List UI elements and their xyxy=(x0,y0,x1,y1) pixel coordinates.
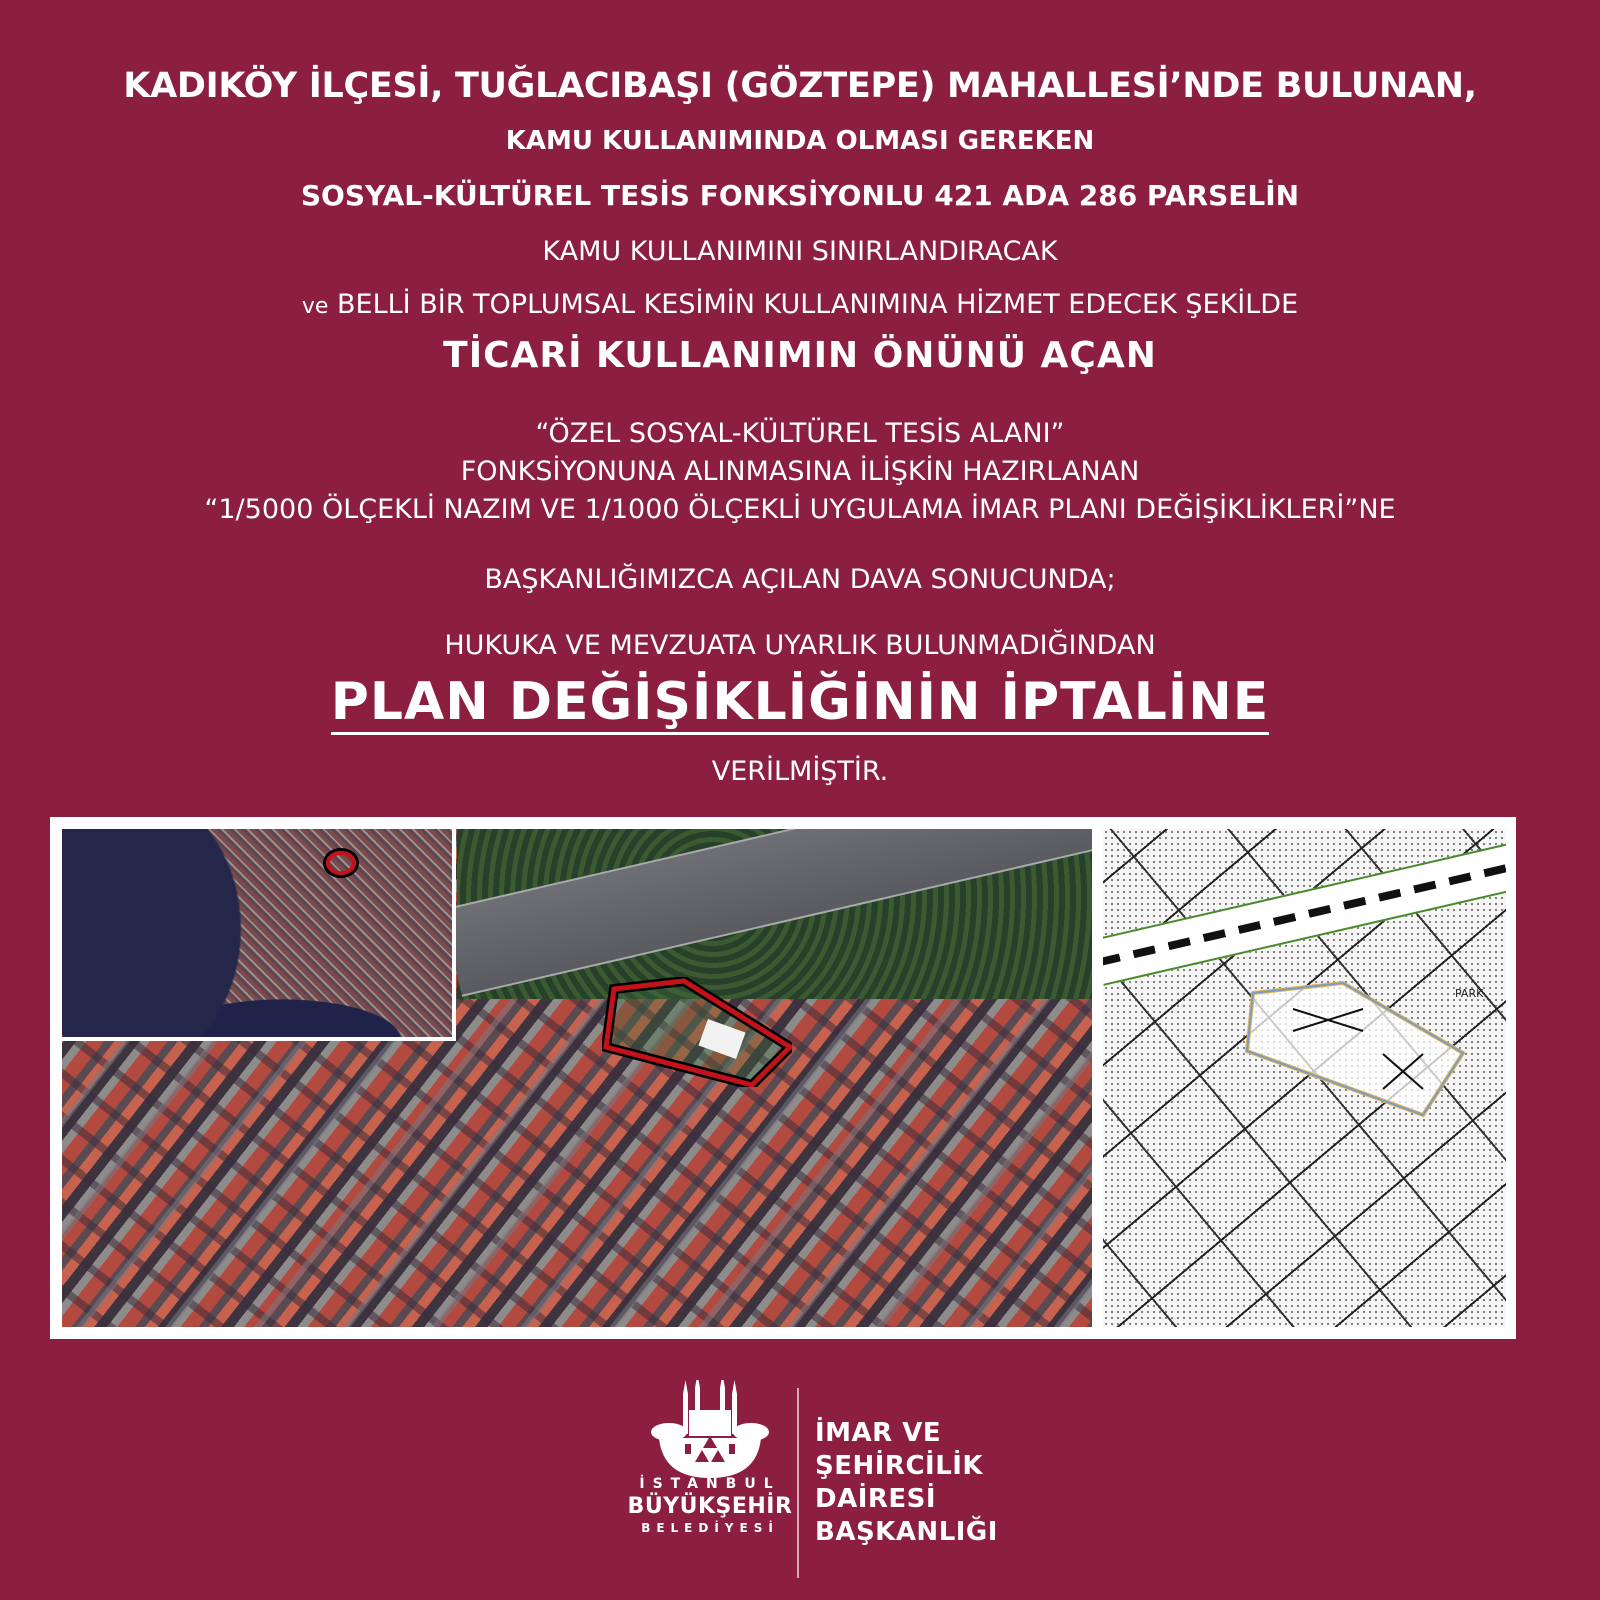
plan-label-park: PARK xyxy=(1455,987,1484,1000)
satellite-image xyxy=(62,829,1092,1327)
logo-buyuksehir-text: BÜYÜKŞEHİR xyxy=(627,1494,793,1519)
ibb-logo-icon xyxy=(645,1380,775,1480)
logo-istanbul-text: İSTANBUL xyxy=(639,1476,781,1492)
department-line: ŞEHİRCİLİK xyxy=(815,1451,984,1481)
headline-location: KADIKÖY İLÇESİ, TUĞLACIBAŞI (GÖZTEPE) MAHALLESİ’NDE BULUNAN, xyxy=(123,66,1477,106)
text-unlawful: HUKUKA VE MEVZUATA UYARLIK BULUNMADIĞINDAN xyxy=(444,630,1156,661)
logo-belediyesi-text: BELEDİYESİ xyxy=(641,1521,779,1535)
headline-public-use: KAMU KULLANIMINDA OLMASI GEREKEN xyxy=(505,126,1095,156)
department-name xyxy=(815,1417,998,1549)
image-frame xyxy=(50,817,1516,1339)
plan-parcel-outline xyxy=(1233,979,1473,1119)
text-special-area: “ÖZEL SOSYAL-KÜLTÜREL TESİS ALANI” xyxy=(535,418,1065,449)
headline-cancellation-text: PLAN DEĞİŞİKLİĞİNİN İPTALİNE xyxy=(331,675,1270,735)
text-plan-changes: “1/5000 ÖLÇEKLİ NAZIM VE 1/1000 ÖLÇEKLİ UYGULAMA İMAR PLANI DEĞİŞİKLİKLERİ”NE xyxy=(204,494,1396,525)
parcel-outline xyxy=(602,977,792,1087)
location-inset-map xyxy=(62,829,456,1041)
department-line: İMAR VE xyxy=(815,1418,942,1448)
headline-commercial: TİCARİ KULLANIMIN ÖNÜNÜ AÇAN xyxy=(443,335,1157,376)
plan-highway xyxy=(1103,836,1506,986)
headline-cancellation xyxy=(0,672,1600,735)
text-function: FONKSİYONUNA ALINMASINA İLİŞKİN HAZIRLANAN xyxy=(460,456,1140,487)
footer-divider xyxy=(797,1388,799,1578)
text-ve: ve xyxy=(301,294,329,319)
text-serve-segment-body: BELLİ BİR TOPLUMSAL KESİMİN KULLANIMINA HİZMET EDECEK ŞEKİLDE xyxy=(337,289,1299,320)
text-restrict: KAMU KULLANIMINI SINIRLANDIRACAK xyxy=(542,236,1058,267)
department-line: BAŞKANLIĞI xyxy=(815,1517,998,1547)
location-marker xyxy=(326,851,356,875)
headline-parcel: SOSYAL-KÜLTÜREL TESİS FONKSİYONLU 421 ADA 286 PARSELİN xyxy=(300,179,1300,212)
department-line: DAİRESİ xyxy=(815,1484,937,1514)
text-verdict: VERİLMİŞTİR. xyxy=(711,756,889,787)
text-lawsuit: BAŞKANLIĞIMIZCA AÇILAN DAVA SONUCUNDA; xyxy=(484,564,1116,595)
zoning-plan-drawing xyxy=(1103,829,1506,1327)
text-serve-segment xyxy=(0,289,1600,320)
